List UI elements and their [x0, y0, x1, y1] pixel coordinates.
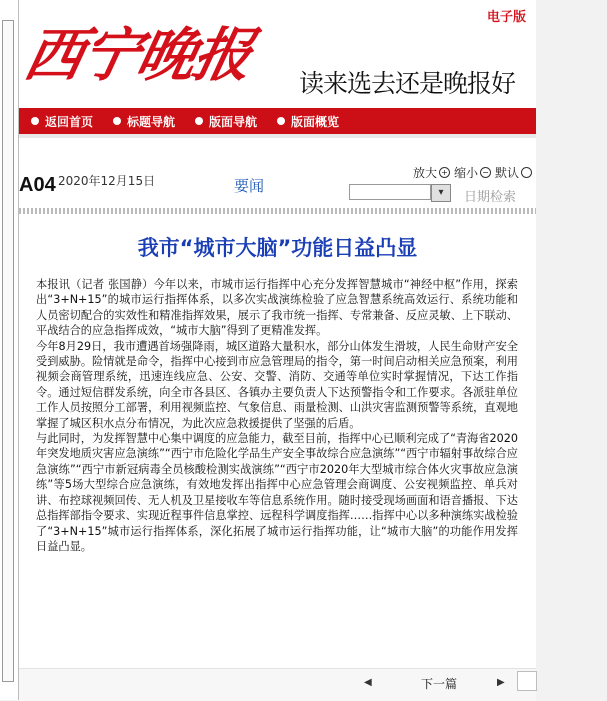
bullet-icon	[113, 117, 121, 125]
nav-page-overview[interactable]	[277, 113, 339, 130]
next-article-link[interactable]: 下一篇	[421, 677, 458, 691]
slogan: 读来选去还是晚报好	[299, 69, 516, 98]
info-bar	[19, 160, 536, 210]
zoom-out-icon[interactable]: −	[480, 167, 491, 178]
nav-page-guide-label: 版面导航	[209, 114, 258, 129]
zoom-controls	[409, 164, 532, 181]
zoom-default-radio[interactable]	[521, 167, 532, 178]
edition-label: 电子版	[486, 10, 526, 25]
bullet-icon	[31, 117, 39, 125]
calendar-dropdown-icon[interactable]: ▾	[431, 184, 451, 202]
section-name[interactable]: 要闻	[234, 177, 265, 195]
masthead	[19, 0, 536, 104]
article-body	[36, 277, 518, 554]
corner-box	[517, 671, 537, 691]
nav-home[interactable]	[31, 113, 93, 130]
bullet-icon	[277, 117, 285, 125]
prev-arrow-icon[interactable]: ◀	[364, 677, 372, 688]
zoom-in-icon[interactable]: +	[439, 167, 450, 178]
nav-bar	[19, 108, 536, 134]
next-arrow-icon[interactable]: ▶	[497, 677, 505, 688]
nav-page-guide[interactable]	[195, 113, 257, 130]
left-scroll-track[interactable]	[2, 20, 14, 682]
nav-page-overview-label: 版面概览	[291, 114, 340, 129]
article-title: 我市“城市大脑”功能日益凸显	[137, 236, 418, 260]
date-search-button[interactable]: 日期检索	[464, 190, 517, 205]
dotted-divider	[19, 208, 536, 214]
zoom-in-label[interactable]: 放大	[412, 166, 437, 180]
article-paragraph: 与此同时，为发挥智慧中心集中调度的应急能力，截至目前，指挥中心已顺利完成了“青海省2020年突发地质灾害应急演练”“西宁市危险化学品生产安全事故综合应急演练”“西宁市辐射事故综合应急演练”“西宁市新冠病毒全员核酸检测实战演练”“西宁市2020年大型城市综合体火灾事故应急演练”等5场大型综合应急演练，有效地发挥出指挥中心应急管理会商调度、公安视频监控、单兵对讲、布控球视频回传、无人机及卫星接收车等信息系统作用。随时接受现场画面和语音播报、下达总指挥部指令要求、实现近程事件信息掌控、远程科学调度指挥……指挥中心以多种演练实战检验了“3+N+15”城市运行指挥体系，深化拓展了城市运行指挥功能，让“城市大脑”的功能作用发挥日益凸显。	[36, 432, 518, 553]
newspaper-logo[interactable]: 西宁晚报	[18, 21, 258, 89]
nav-home-label: 返回首页	[45, 114, 94, 129]
page-date: 2020年12月15日	[58, 174, 156, 188]
newspaper-page	[19, 0, 536, 700]
zoom-out-label[interactable]: 缩小	[453, 166, 478, 180]
nav-underline	[19, 134, 536, 138]
left-scroll-panel	[0, 0, 19, 700]
page-number: A04	[19, 174, 56, 196]
bullet-icon	[195, 117, 203, 125]
article-footer-bar	[19, 668, 536, 701]
article-paragraph: 今年8月29日，我市遭遇首场强降雨，城区道路大量积水，部分山体发生滑坡，人民生命财产安全受到威胁。险情就是命令，指挥中心接到市应急管理局的指令，第一时间启动相关应急预案，利用视频会商管理系统，迅速连线应急、公安、交警、消防、交通等单位实时掌握情况，下达工作指令。通过短信群发系统，向全市各县区、各镇办主要负责人下达预警指令和工作要求。各派驻单位工作人员按照分工部署，利用视频监控、气象信息、雨量检测、山洪灾害监测预警等系统，直观地掌握了城区积水点分布情况，为此次应急救援提供了坚强的后盾。	[36, 339, 518, 430]
nav-title-guide-label: 标题导航	[127, 114, 176, 129]
nav-title-guide[interactable]	[113, 113, 175, 130]
zoom-default-label[interactable]: 默认	[494, 166, 519, 180]
article-paragraph: 本报讯（记者 张国静）今年以来，市城市运行指挥中心充分发挥智慧城市“神经中枢”作用，探索出“3+N+15”的城市运行指挥体系，以多次实战演练检验了应急智慧系统高效运行、系统功能和人员密切配合的实效性和精准指挥效果，展示了我市统一指挥、专常兼备、反应灵敏、上下联动、平战结合的应急指挥成效，“城市大脑”得到了更精准发挥。	[36, 278, 518, 338]
date-input[interactable]	[349, 184, 431, 200]
